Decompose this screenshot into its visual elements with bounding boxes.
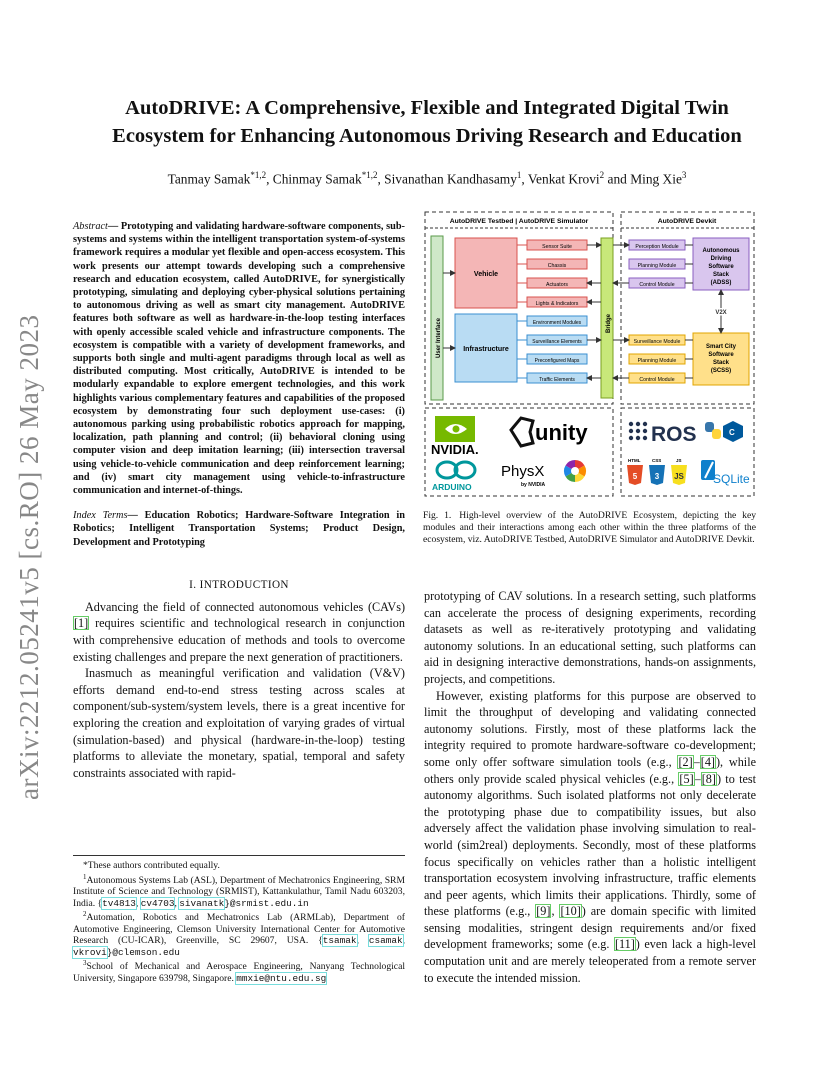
chassis-label: Chassis	[547, 263, 567, 269]
devkit-panel-title: AutoDRIVE Devkit	[657, 218, 717, 225]
physx-logo	[501, 463, 546, 488]
color-wheel-icon	[564, 460, 586, 482]
text-run: ) even lack a high-level computation unit and are merely teleoperated from a remote server to execute the intended mission.	[424, 937, 756, 985]
author-affiliation-mark: 2	[599, 170, 605, 180]
email-link[interactable]: cv4703	[140, 897, 175, 909]
email-domain: }@srmist.edu.in	[224, 897, 309, 909]
preconfigured-maps-label: Preconfigured Maps	[534, 358, 580, 364]
footnotes	[73, 855, 405, 985]
surveillance-elements-label: Surveillance Elements	[532, 339, 582, 345]
adss-label-line: Software	[708, 264, 734, 270]
adss-label-line: Stack	[712, 272, 730, 278]
email-link[interactable]: tsamak	[322, 935, 357, 947]
text-run: ), while others only provide scaled physical vehicles (e.g.,	[424, 754, 756, 786]
caption-text: High-level overview of the AutoDRIVE Ecosystem, depicting the key modules and their interactions among each other within the three platforms of the ecosystem, viz. AutoDRIVE Testbed, AutoDRIVE Simulator and AutoDRIVE Devkit.	[423, 510, 756, 545]
email-link[interactable]: sivanatk	[179, 897, 225, 909]
sqlite-logo	[701, 460, 750, 486]
lights-indicators-label: Lights & Indicators	[535, 301, 579, 307]
ros-logo	[629, 422, 697, 446]
caption-label: Fig. 1.	[423, 510, 452, 521]
sqlite-wordmark: SQLite	[713, 472, 750, 486]
js-icon	[671, 458, 687, 485]
python-icon	[705, 422, 721, 439]
v2x-label: V2X	[715, 310, 727, 316]
author-affiliation-mark: *1,2	[361, 170, 378, 180]
right-column	[424, 588, 756, 986]
author-affiliation-mark: 1	[516, 170, 522, 180]
text-run: –	[694, 771, 701, 786]
infrastructure-items	[527, 316, 587, 383]
section-heading-introduction: I. INTRODUCTION	[189, 578, 289, 591]
index-terms	[73, 509, 405, 549]
ros-wordmark: ROS	[651, 423, 697, 446]
testbed-panel-title: AutoDRIVE Testbed | AutoDRIVE Simulator	[449, 218, 589, 225]
citation-link[interactable]: [10]	[560, 904, 581, 919]
traffic-elements-label: Traffic Elements	[539, 377, 575, 383]
vehicle-label: Vehicle	[473, 271, 499, 278]
index-terms-lead: Index Terms	[73, 510, 128, 522]
js-label: JS	[676, 458, 682, 463]
planning-module-label: Planning Module	[637, 263, 677, 269]
vehicle-items	[527, 240, 587, 307]
actuators-label: Actuators	[546, 282, 568, 288]
title-line-1: AutoDRIVE: A Comprehensive, Flexible and Integrated Digital Twin	[125, 97, 729, 119]
cpp-icon	[723, 421, 743, 442]
svg-text:3: 3	[654, 472, 660, 481]
text-run: ) to test autonomy algorithms. Such isolated platforms not only decelerate the prototyping phase due to compatibility issues, but also adversely affect the validation phase involving simulation to real-world (sim2real) deployments. Secondly, most of these platforms focus specifically on vehicles rather than a holistic intelligent transportation ecosystem involving infrastructure, traffic elements and peer agents, which limits their applications. Thirdly, some of these platforms (e.g.,	[424, 771, 756, 919]
email-domain: }@clemson.edu	[106, 946, 180, 958]
paragraph: However, existing platforms for this purpose are observed to limit the throughput of developing and validating connected autonomy solutions. Firstly, most of these platforms lack the integrity required to promote hardware-software co-development; some only offer software simulation tools (e.g., [2]–[4]), while others only provide scaled physical vehicles (e.g., [5]–[8]) to test autonomy algorithms. Such isolated platforms not only decelerate the prototyping phase due to compatibility issues, but also adversely affect the validation phase involving simulation to real-world (sim2real) deployments. Secondly, most of these platforms focus specifically on vehicles rather than a holistic intelligent transportation ecosystem involving infrastructure, traffic elements and peer agents, which limits their applications. Thirdly, some of these platforms (e.g., [9], [10]) are domain specific with limited sensing modalities, stringent design requirements and/or fixed development frameworks; some (e.g. [11]) even lack a high-level computation unit and are merely teleoperated from a remote server to execute the intended mission.	[424, 688, 757, 985]
footnote-affiliation-1: $^1$Autonomous Systems Lab (ASL), Department of Mechatronics Engineering, SRM Institute of Science and Technology (SRMIST), Kattankulathur, Tamil Nadu 603203, India. {tv4813, cv4703, sivanatk}@srmist.edu.in	[73, 872, 405, 909]
text-run: School of Mechanical and Aerospace Engineering, Nanyang Technological University, Singapore 639798, Singapore.	[73, 961, 405, 985]
author-name: Sivanathan Kandhasamy	[384, 171, 517, 187]
footnote-affiliation-2: $^2$Automation, Robotics and Mechatronics Lab (ARMLab), Department of Automotive Engineering, Clemson University International Center for Automotive Research (CU-ICAR), Greenville, SC 29607, USA. {tsamak, csamak, vkrovi}@clemson.edu	[73, 910, 405, 958]
email-link[interactable]: vkrovi	[73, 946, 107, 958]
physx-wordmark: PhysX	[501, 463, 545, 480]
author-name: Tanmay Samak	[167, 171, 251, 187]
control-module-label: Control Module	[639, 282, 675, 288]
text-run: Autonomous Systems Lab (ASL), Department of Mechatronics Engineering, SRM Institute of Science and Technology (SRMIST), Kattankulathur, Tamil Nadu 603203, India. {	[73, 874, 405, 909]
text-run: requires scientific and technological research in conjunction with comprehensive education of methods and tools to overcome existing challenges and prepare the next generation of practitioners.	[73, 616, 405, 664]
citation-link[interactable]: [11]	[614, 937, 635, 952]
footnote-equal-contribution: *These authors contributed equally.	[83, 860, 220, 871]
infrastructure-label: Infrastructure	[463, 346, 509, 353]
citation-link[interactable]: [9]	[536, 904, 551, 919]
paragraph-continued: prototyping of CAV solutions. In a research setting, such platforms can accelerate the process of designing experiments, recording datasets as well as re-iteratively prototyping and validating autonomy solutions. In an educational setting, such platforms can aid in designing interactive demonstrations, hands-on assignments, projects, and competitions.	[424, 589, 756, 686]
text-run: –	[693, 754, 700, 769]
citation-link[interactable]: [5]	[679, 771, 694, 786]
paper-title	[60, 94, 794, 150]
intro-paragraph: Inasmuch as meaningful verification and validation (V&V) efforts demand end-to-end stress testing across scales at component/sub-system/system levels, there is a great incentive for exploring the creation and exploitation of varying grades of virtual (simulation-based) and physical (hardware-in-the-loop) testing platforms to alleviate the monetary, spatial, temporal and safety constraints associated with rapid-	[73, 666, 405, 780]
citation-link[interactable]: [2]	[678, 754, 693, 769]
unity-wordmark: unity	[535, 420, 588, 445]
footnote-mark: 1	[83, 872, 87, 881]
email-link[interactable]: csamak	[368, 935, 403, 947]
physx-subtitle: by NVIDIA	[521, 482, 546, 488]
arxiv-identifier: arXiv:2212.05241v5 [cs.RO] 26 May 2023	[14, 314, 44, 800]
css-icon	[649, 458, 665, 485]
scss-block	[693, 333, 749, 385]
author-name: Chinmay Samak	[272, 171, 362, 187]
html-label: HTML	[628, 458, 641, 463]
scss-label-line: Software	[708, 352, 734, 358]
unity-logo	[511, 418, 588, 446]
ecosystem-diagram	[423, 208, 756, 498]
footnote-mark: 3	[83, 959, 87, 968]
text-run: ) are domain specific with limited sensing modalities, stringent design requirements and/or fixed development frameworks; some (e.g.	[424, 904, 757, 952]
nvidia-logo	[431, 416, 479, 457]
arduino-wordmark: ARDUINO	[432, 482, 472, 492]
figure-caption	[423, 510, 756, 546]
perception-module-label: Perception Module	[635, 244, 679, 250]
author-name: Venkat Krovi	[527, 171, 600, 187]
adss-label-line: Autonomous	[702, 248, 740, 254]
surveillance-module-label: Surveillance Module	[633, 339, 681, 345]
svg-text:5: 5	[632, 472, 638, 481]
svg-text:C: C	[729, 428, 735, 437]
figure-1	[423, 208, 756, 498]
arduino-logo	[432, 462, 475, 492]
adss-label-line: (ADSS)	[710, 280, 732, 286]
scss-label-line: (SCSS)	[710, 368, 732, 374]
email-link[interactable]: mmxie@ntu.edu.sg	[236, 973, 327, 985]
author-affiliation-mark: 3	[681, 170, 687, 180]
scss-label-line: Stack	[712, 360, 730, 366]
abstract-text: — Prototyping and validating hardware-software components, sub-systems and systems within the intelligent transportation system-of-systems framework requires a modular yet flexible and open-access ecosystem. This work presents our attempt towards developing such a comprehensive research and education ecosystem, called AutoDRIVE, for synergistically prototyping, simulating and deploying cyber-physical solutions pertaining to autonomous driving as well as smart city management. AutoDRIVE features both software as well as hardware-in-the-loop testing interfaces with openly accessible scaled vehicle and infrastructure components. The ecosystem is compatible with a variety of development frameworks, and supports both single and multi-agent paradigms through local as well as distributed computing. Most critically, AutoDRIVE is intended to be modularly expandable to explore emergent technologies, and this work highlights various complementary features and capabilities of the proposed ecosystem by demonstrating four such deployment use-cases: (i) autonomous parking using probabilistic robotics approach for mapping, localization, path planning and control; (ii) behavioral cloning using computer vision and deep imitation learning; (iii) intersection traversal using vehicle-to-vehicle communication and deep reinforcement learning; and (iv) smart city management using vehicle-to-infrastructure communication and internet-of-things.	[73, 221, 405, 497]
intro-paragraph	[73, 599, 405, 665]
environment-modules-label: Environment Modules	[532, 320, 582, 326]
scss-control-module-label: Control Module	[639, 377, 675, 383]
abstract	[73, 220, 405, 497]
citation-link[interactable]: [4]	[700, 754, 715, 769]
text-run: Advancing the field of connected autonomous vehicles (CAVs)	[85, 599, 405, 614]
email-link[interactable]: tv4813	[102, 897, 136, 909]
author-list: Tanmay Samak$^{*1,2}$, Chinmay Samak$^{*1,2}$, Sivanathan Kandhasamy$^1$, Venkat Krovi$^2$ and Ming Xie$^3$	[167, 170, 687, 187]
citation-link[interactable]: [8]	[701, 771, 716, 786]
scss-modules	[629, 335, 685, 383]
title-line-2: Ecosystem for Enhancing Autonomous Driving Research and Education	[112, 125, 742, 147]
citation-link[interactable]: [1]	[74, 616, 89, 631]
index-terms-text: — Education Robotics; Hardware-Software Integration in Robotics; Intelligent Transportation Systems; Product Design, Development and Prototyping	[73, 510, 405, 548]
footnote-affiliation-3	[73, 958, 405, 984]
introduction-text	[73, 599, 405, 782]
scss-planning-module-label: Planning Module	[637, 358, 677, 364]
text-run: However, existing platforms for this purpose are observed to limit the throughput of developing and validating connected autonomy solutions. Firstly, most of these platforms lack the integrity required to promote hardware-software co-development; some only offer software simulation tools (e.g.,	[424, 688, 756, 769]
text-run: Automation, Robotics and Mechatronics Lab (ARMLab), Department of Automotive Engineering, Clemson University International Center for Automotive Research (CU-ICAR), Greenville, SC 29607, USA. {	[73, 912, 405, 947]
bridge-label: Bridge	[606, 313, 612, 333]
footnote-mark: 2	[83, 910, 87, 919]
author-affiliation-mark: *1,2	[250, 170, 267, 180]
adss-label-line: Driving	[710, 256, 732, 262]
user-interface-label: User Interface	[436, 317, 442, 358]
left-column	[73, 220, 405, 781]
adss-modules	[629, 240, 685, 288]
nvidia-wordmark: NVIDIA.	[431, 442, 479, 457]
scss-label-line: Smart City	[705, 344, 737, 350]
css-label: CSS	[652, 458, 662, 463]
sensor-suite-label: Sensor Suite	[542, 244, 572, 250]
svg-text:JS: JS	[674, 472, 684, 481]
html-icon	[627, 458, 643, 485]
author-name: Ming Xie	[630, 171, 682, 187]
abstract-lead: Abstract	[73, 221, 108, 232]
